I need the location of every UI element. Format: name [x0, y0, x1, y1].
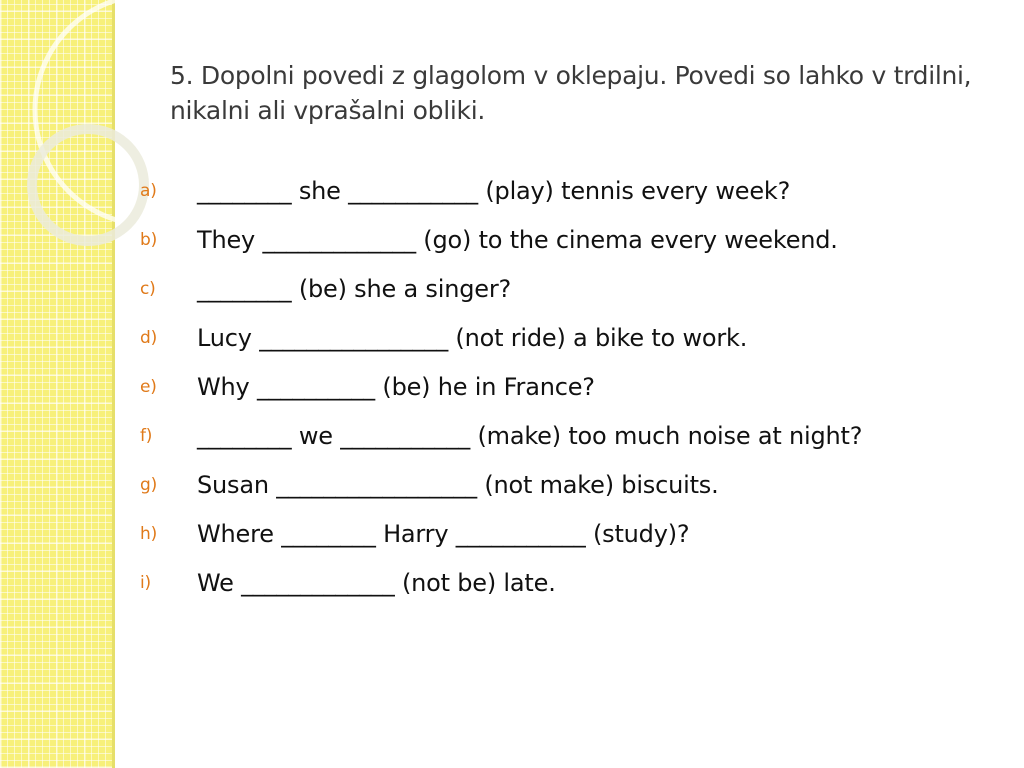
exercise-item-d [140, 319, 1000, 357]
slide-title: 5. Dopolni povedi z glagolom v oklepaju. Povedi so lahko v trdilni, nikalni ali vprašalni obliki. [170, 61, 972, 125]
exercise-item-e [140, 368, 1000, 406]
list-marker: a) [140, 181, 157, 201]
exercise-text: ________ (be) she a singer? [197, 275, 512, 303]
exercise-item-c [140, 270, 1000, 308]
list-marker: g) [140, 475, 158, 495]
exercise-item-b [140, 221, 1000, 259]
exercise-text: ________ she ___________ (play) tennis every week? [197, 177, 791, 205]
exercise-text: ________ we ___________ (make) too much noise at night? [197, 422, 863, 450]
list-marker: c) [140, 279, 156, 299]
exercise-text: They _____________ (go) to the cinema every weekend. [197, 226, 838, 254]
list-marker: h) [140, 524, 158, 544]
list-marker: b) [140, 230, 158, 250]
exercise-item-g [140, 466, 1000, 504]
exercise-item-h [140, 515, 1000, 553]
exercise-item-i [140, 564, 1000, 602]
exercise-item-f [140, 417, 1000, 455]
exercise-text: We _____________ (not be) late. [197, 569, 556, 597]
exercise-text: Where ________ Harry ___________ (study)? [197, 520, 690, 548]
exercise-item-a [140, 172, 1000, 210]
list-marker: i) [140, 573, 151, 593]
list-marker: d) [140, 328, 158, 348]
list-marker: f) [140, 426, 153, 446]
decorative-sidebar [0, 0, 112, 768]
exercise-text: Lucy ________________ (not ride) a bike to work. [197, 324, 748, 352]
list-marker: e) [140, 377, 157, 397]
exercise-text: Susan _________________ (not make) biscuits. [197, 471, 719, 499]
exercise-text: Why __________ (be) he in France? [197, 373, 595, 401]
sidebar-divider [112, 0, 115, 768]
exercise-list [140, 172, 1000, 613]
